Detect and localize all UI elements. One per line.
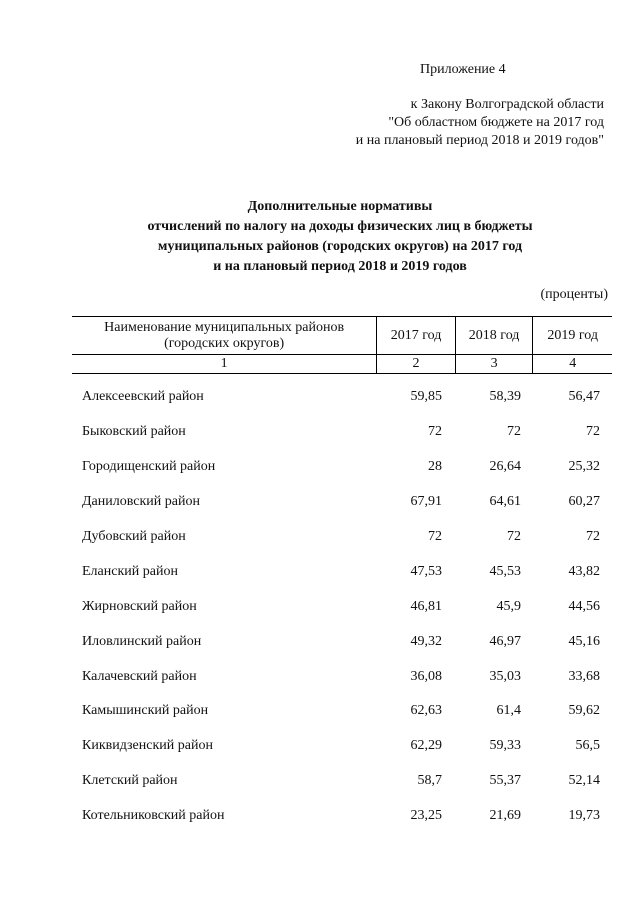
value-2017: 59,85 — [410, 389, 442, 405]
value-2018: 26,64 — [489, 459, 521, 475]
district-name: Камышинский район — [82, 703, 209, 719]
value-2019: 25,32 — [568, 459, 600, 475]
district-name: Жирновский район — [82, 598, 197, 614]
table-row — [72, 554, 612, 589]
value-2019: 33,68 — [568, 668, 600, 684]
title-line: отчислений по налогу на доходы физических лиц в бюджеты — [147, 219, 533, 234]
value-2017: 58,7 — [417, 773, 442, 789]
value-2018: 55,37 — [489, 773, 521, 789]
value-2018: 46,97 — [489, 633, 521, 649]
table-row — [72, 450, 612, 485]
value-2019: 56,47 — [568, 389, 600, 405]
district-name: Киквидзенский район — [82, 738, 213, 754]
appendix-label: Приложение 4 — [420, 62, 506, 77]
district-name: Котельниковский район — [82, 808, 225, 824]
value-2017: 23,25 — [410, 808, 442, 824]
law-reference — [356, 96, 604, 150]
value-2017: 49,32 — [410, 633, 442, 649]
value-2018: 58,39 — [489, 389, 521, 405]
table-row — [72, 380, 612, 415]
district-name: Калачевский район — [82, 668, 197, 684]
value-2017: 46,81 — [410, 598, 442, 614]
value-2017: 67,91 — [410, 494, 442, 510]
value-2019: 43,82 — [568, 563, 600, 579]
title-line: Дополнительные нормативы — [247, 199, 433, 214]
district-name: Даниловский район — [82, 494, 200, 510]
value-2018: 45,9 — [496, 598, 521, 614]
district-name: Городищенский район — [82, 459, 216, 475]
law-line: к Закону Волгоградской области — [410, 97, 604, 112]
district-name: Иловлинский район — [82, 633, 202, 649]
district-name: Быковский район — [82, 424, 186, 440]
column-header-2019: 2019 год — [533, 317, 612, 355]
unit-label: (проценты) — [540, 287, 608, 302]
value-2018: 61,4 — [496, 703, 521, 719]
column-number: 2 — [377, 355, 456, 374]
document-title — [90, 197, 590, 277]
table-body — [72, 380, 612, 834]
value-2017: 72 — [428, 424, 442, 440]
value-2017: 36,08 — [410, 668, 442, 684]
value-2017: 28 — [428, 459, 442, 475]
value-2019: 72 — [586, 424, 600, 440]
value-2019: 59,62 — [568, 703, 600, 719]
value-2019: 45,16 — [568, 633, 600, 649]
value-2019: 19,73 — [568, 808, 600, 824]
value-2019: 72 — [586, 529, 600, 544]
value-2019: 60,27 — [568, 494, 600, 510]
column-number: 3 — [455, 355, 533, 374]
column-number: 4 — [533, 355, 612, 374]
law-line: и на плановый период 2018 и 2019 годов" — [355, 133, 604, 148]
law-line: "Об областном бюджете на 2017 год — [388, 115, 604, 130]
table-row — [72, 624, 612, 659]
table-row — [72, 589, 612, 624]
column-number: 1 — [72, 355, 377, 374]
value-2018: 35,03 — [489, 668, 521, 684]
table-row — [72, 764, 612, 799]
title-line: и на плановый период 2018 и 2019 годов — [213, 259, 467, 274]
column-header-2017: 2017 год — [377, 317, 456, 355]
table-row — [72, 415, 612, 450]
table-row — [72, 520, 612, 555]
table-row — [72, 694, 612, 729]
value-2017: 62,63 — [410, 703, 442, 719]
value-2019: 52,14 — [568, 773, 600, 789]
table-row — [72, 659, 612, 694]
value-2017: 47,53 — [410, 563, 442, 579]
table-row — [72, 799, 612, 834]
value-2018: 45,53 — [489, 563, 521, 579]
value-2019: 56,5 — [575, 738, 600, 754]
district-name: Еланский район — [82, 563, 178, 579]
value-2019: 44,56 — [568, 598, 600, 614]
district-name: Алексеевский район — [82, 389, 204, 405]
column-header-name: Наименование муниципальных районов (городских округов) — [72, 317, 377, 355]
value-2018: 64,61 — [489, 494, 521, 510]
table-row — [72, 485, 612, 520]
value-2018: 59,33 — [489, 738, 521, 754]
table-row — [72, 729, 612, 764]
value-2018: 21,69 — [489, 808, 521, 824]
district-name: Дубовский район — [82, 529, 186, 544]
value-2018: 72 — [507, 424, 521, 440]
table-header — [72, 316, 612, 374]
district-name: Клетский район — [82, 773, 178, 789]
title-line: муниципальных районов (городских округов) на 2017 год — [157, 239, 523, 254]
value-2017: 72 — [428, 529, 442, 544]
column-header-2018: 2018 год — [455, 317, 533, 355]
value-2018: 72 — [507, 529, 521, 544]
value-2017: 62,29 — [410, 738, 442, 754]
